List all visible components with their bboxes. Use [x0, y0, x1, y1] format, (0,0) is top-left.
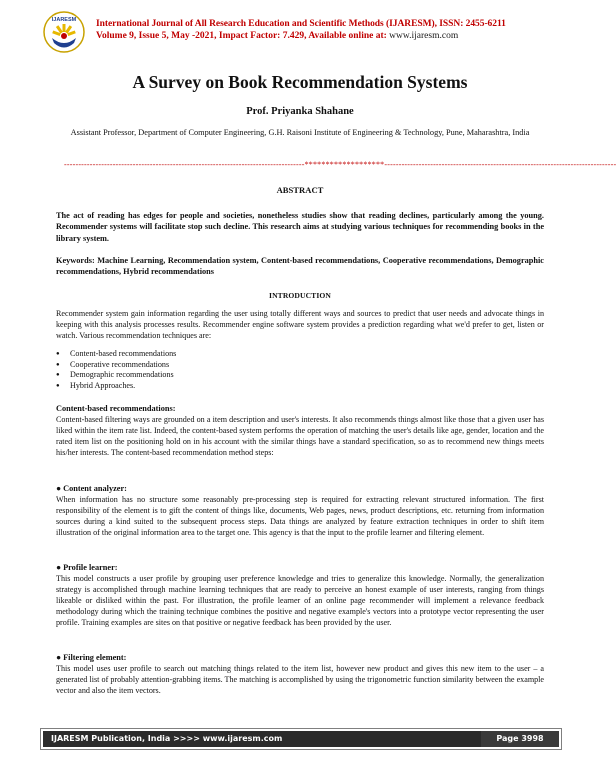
- filtering-element-heading: ● Filtering element:: [56, 653, 127, 662]
- author-affiliation: Assistant Professor, Department of Computer Engineering, G.H. Raisoni Institute of Engineering & Technology, Pune, Maharashtra, India: [70, 128, 530, 137]
- list-item: ● Cooperative recommendations: [56, 360, 176, 371]
- profile-learner-paragraph: This model constructs a user profile by grouping user preference knowledge and tries to generalize this knowledge. Normally, the generalization strategy is accomplished through machine learning techniques that are ready to perceive an honest example of user interests, ranging from things likeable or disliked within the past. For illustration, the profile learner of an online page recommender will implement a relevance feedback methodology during which the training technique combines the positive and negative example's vectors into a prototype vector representing the user profile. Training examples are sites on that positive or negative feedback has been provided by the user.: [56, 574, 544, 627]
- profile-learner-heading: ● Profile learner:: [56, 563, 118, 572]
- introduction-paragraph: Recommender system gain information regarding the user using totally different ways and sources to predict that user needs and advocate things in keeping with this analysis processes results. Recommender engine software system provides a prediction regarding what we'd prefer to get, listen or watch. Various recommendation techniques are:: [56, 309, 544, 340]
- footer-publisher: IJARESM Publication, India >>>> www.ijaresm.com: [51, 734, 283, 743]
- filtering-element-paragraph: This model uses user profile to search out matching things related to the item list, however new product and gives this new item to the user – a generated list of probably attention-grabbing items. The matching is accomplished by using the trigonometric function similarity between the example vector and also the item vectors.: [56, 664, 544, 695]
- section-divider: ------------------------------------------------------------------------------------*******************---------------------------------------------------------------------------------: [64, 160, 616, 169]
- journal-logo: [40, 10, 88, 54]
- content-analyzer-heading: ● Content analyzer:: [56, 484, 127, 493]
- journal-site-link[interactable]: www.ijaresm.com: [389, 31, 459, 41]
- author-name: Prof. Priyanka Shahane: [246, 106, 354, 117]
- issue-line: [96, 31, 458, 41]
- content-based-paragraph: Content-based filtering ways are grounded on a item description and user's interests. It also recommends things almost like those that a given user has liked within the item rate list. Indeed, the content-based system performs the operation of matching the user's details like age, gender, location and the rated item list on the positioning hold on in his account with the similar things have a standard specification, so as to recommend new things meets his/her interests. The content-based recommendation method steps:: [56, 415, 544, 457]
- abstract-text: The act of reading has edges for people and societies, nonetheless studies show that reading declines, particularly among the young. Recommender systems will facilitate stop such decline. This research aims at studying various techniques for recommending books in the library system.: [56, 211, 544, 243]
- content-based-heading: Content-based recommendations:: [56, 404, 176, 413]
- page-number: Page 3998: [496, 734, 544, 743]
- journal-line: International Journal of All Research Education and Scientific Methods (IJARESM), ISSN: 2455-6211: [96, 19, 506, 29]
- content-analyzer-paragraph: When information has no structure some reasonably pre-processing step is required for extracting relevant structured information. The first responsibility of the element is to gift the content of things like, documents, Web pages, news, product descriptions, etc. returning from information sources during a kind suited to the subsequent process steps. Data things are analyzed by feature extraction techniques in order to shift item illustration of the original information area to the target one. This agency is that the input to the profile learner and filtering element.: [56, 495, 544, 537]
- keywords: Keywords: Machine Learning, Recommendation system, Content-based recommendations, Cooperative recommendations, Demographic recommendations, Hybrid recommendations: [56, 256, 544, 277]
- page-footer: [40, 728, 562, 750]
- paper-title: A Survey on Book Recommendation Systems: [132, 72, 468, 92]
- logo-text: IJARESM: [51, 17, 77, 23]
- list-item: ● Hybrid Approaches.: [56, 381, 176, 392]
- technique-list: [56, 349, 176, 391]
- footer-page-box: [481, 731, 559, 747]
- issue-text: Volume 9, Issue 5, May -2021, Impact Factor: 7.429, Available online at:: [96, 31, 387, 41]
- list-item: ● Content-based recommendations: [56, 349, 176, 360]
- abstract-heading: ABSTRACT: [276, 185, 324, 195]
- introduction-heading: INTRODUCTION: [269, 291, 331, 300]
- list-item: ● Demographic recommendations: [56, 370, 176, 381]
